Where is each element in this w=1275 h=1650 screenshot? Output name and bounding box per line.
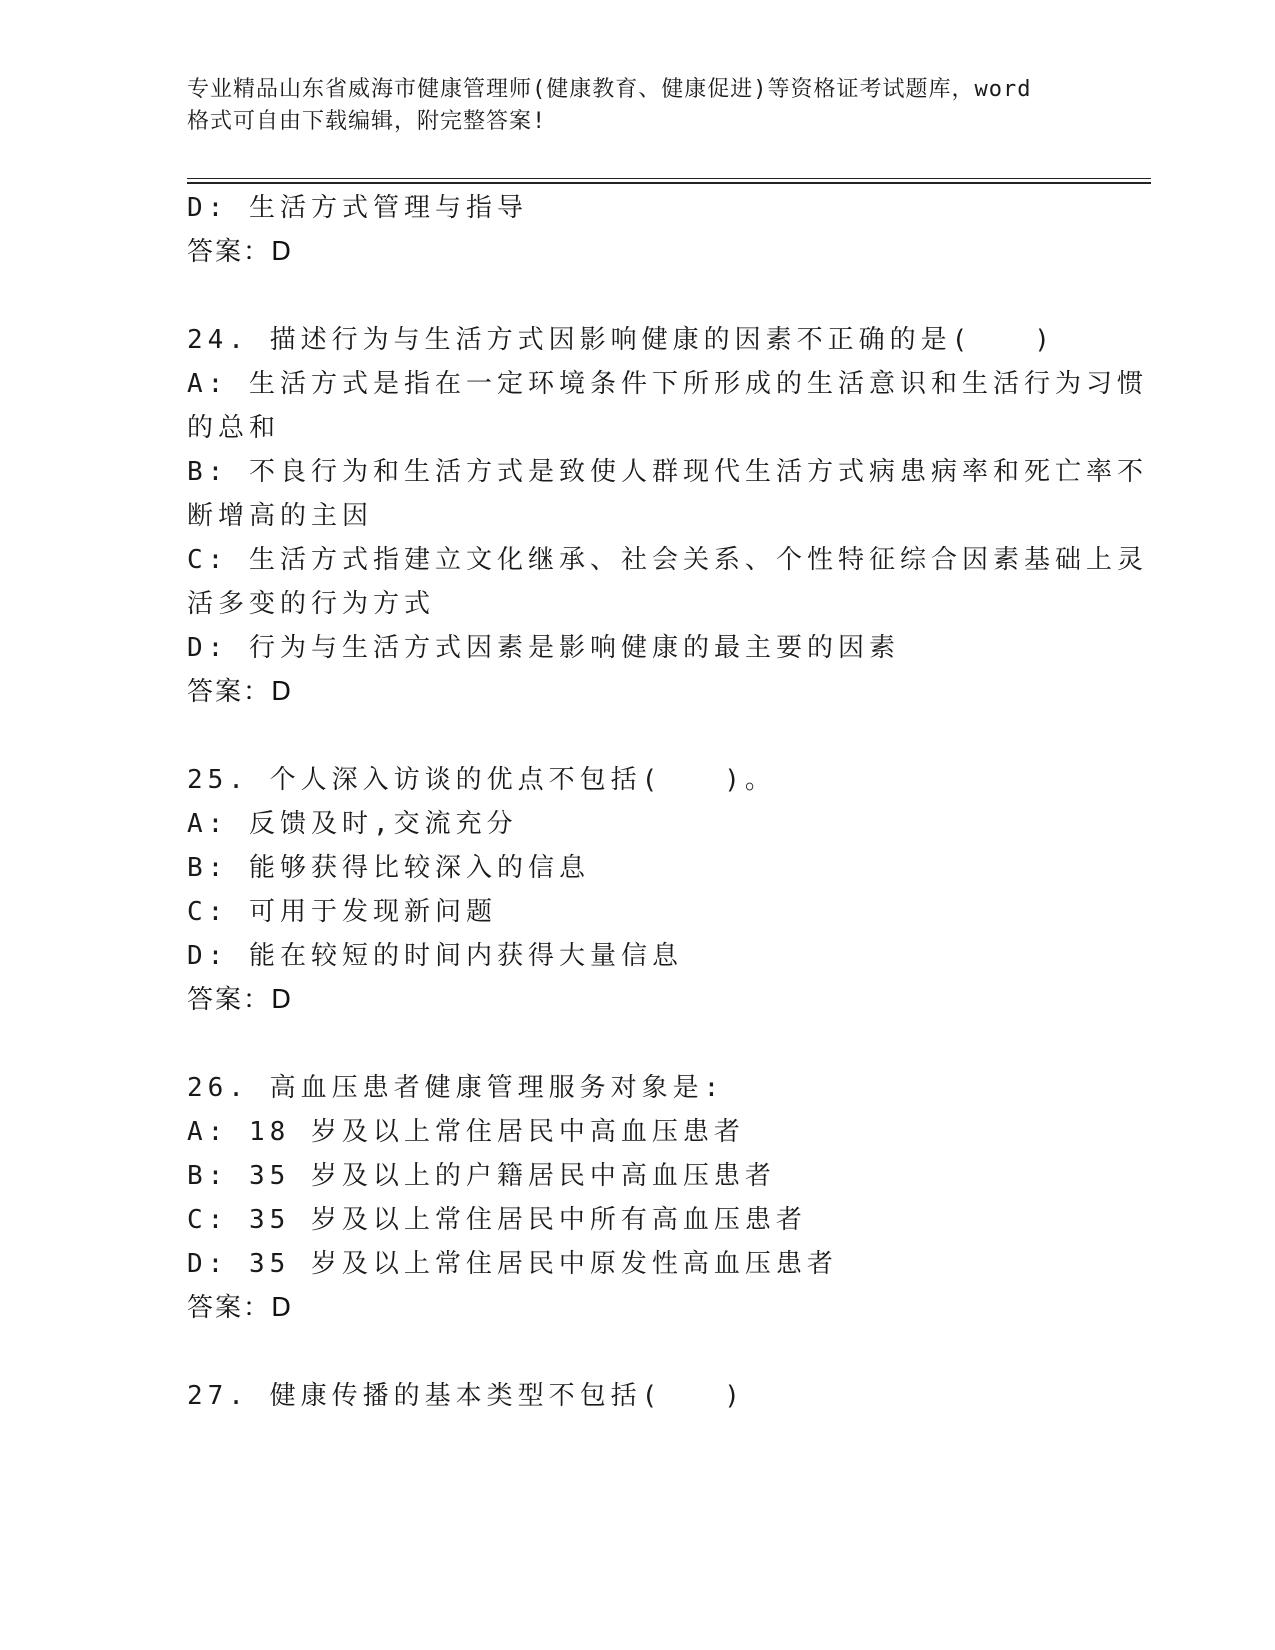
q27-stem: 27. 健康传播的基本类型不包括( ): [187, 1381, 745, 1411]
q24-option-a-line2: 的总和: [187, 413, 281, 443]
q25-option-b: B: 能够获得比较深入的信息: [187, 853, 590, 883]
q24-option-c-line2: 活多变的行为方式: [187, 589, 436, 619]
q25-option-d: D: 能在较短的时间内获得大量信息: [187, 941, 683, 971]
q24-answer: 答案：D: [187, 677, 294, 707]
document-header: [187, 74, 1087, 138]
q25-stem: 25. 个人深入访谈的优点不包括( )。: [187, 765, 776, 795]
header-divider-thin: [187, 178, 1151, 179]
q24-option-b-line2: 断增高的主因: [187, 501, 374, 531]
q26-option-a: A: 18 岁及以上常住居民中高血压患者: [187, 1117, 745, 1147]
q26-option-d: D: 35 岁及以上常住居民中原发性高血压患者: [187, 1249, 838, 1279]
q25-option-c: C: 可用于发现新问题: [187, 897, 497, 927]
q26-option-b: B: 35 岁及以上的户籍居民中高血压患者: [187, 1161, 776, 1191]
q24-option-b-line1: B: 不良行为和生活方式是致使人群现代生活方式病患病率和死亡率不: [187, 457, 1148, 487]
q26-stem: 26. 高血压患者健康管理服务对象是:: [187, 1073, 725, 1103]
q26-answer: 答案：D: [187, 1293, 294, 1323]
q26-option-c: C: 35 岁及以上常住居民中所有高血压患者: [187, 1205, 807, 1235]
header-line-1: 专业精品山东省威海市健康管理师(健康教育、健康促进)等资格证考试题库，word: [187, 77, 1032, 102]
q25-option-a: A: 反馈及时,交流充分: [187, 809, 518, 839]
q24-option-a-line1: A: 生活方式是指在一定环境条件下所形成的生活意识和生活行为习惯: [187, 369, 1148, 399]
header-line-2: 格式可自由下载编辑，附完整答案!: [187, 109, 547, 134]
prev-answer: 答案：D: [187, 237, 294, 267]
header-divider-thick: [187, 182, 1151, 184]
q24-option-c-line1: C: 生活方式指建立文化继承、社会关系、个性特征综合因素基础上灵: [187, 545, 1148, 575]
q24-stem: 24. 描述行为与生活方式因影响健康的因素不正确的是( ): [187, 325, 1055, 355]
prev-option-d: D: 生活方式管理与指导: [187, 193, 528, 223]
q24-option-d: D: 行为与生活方式因素是影响健康的最主要的因素: [187, 633, 900, 663]
q25-answer: 答案：D: [187, 985, 294, 1015]
